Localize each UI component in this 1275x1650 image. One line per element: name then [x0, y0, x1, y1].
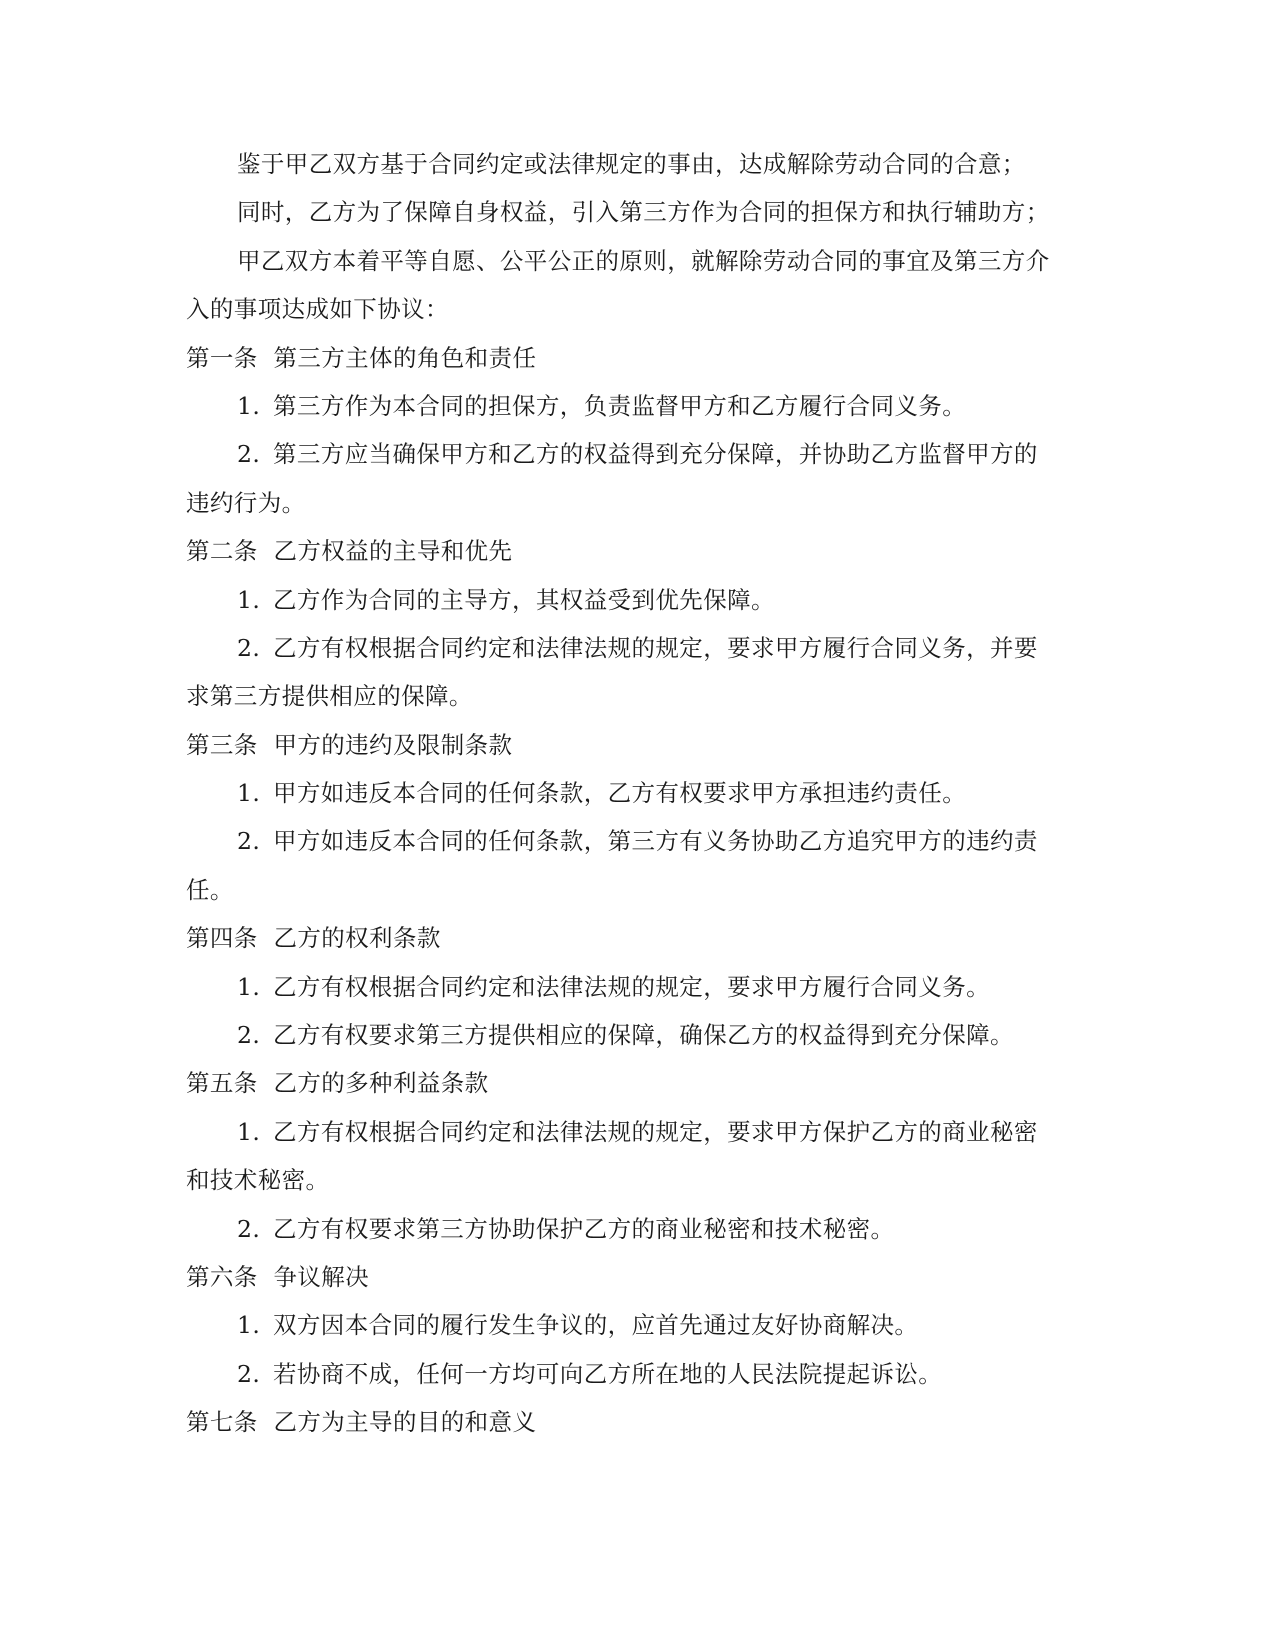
item-number: 1. — [237, 391, 261, 420]
article-heading: 第三条 甲方的违约及限制条款 — [186, 730, 513, 759]
item-text: 乙方有权要求第三方提供相应的保障，确保乙方的权益得到充分保障。 — [273, 1021, 1014, 1050]
item-text: 甲方如违反本合同的任何条款，第三方有义务协助乙方追究甲方的违约责 — [273, 827, 1038, 856]
preamble-line: 甲乙双方本着平等自愿、公平公正的原则，就解除劳动合同的事宜及第三方介 — [237, 246, 1050, 275]
item-text: 双方因本合同的履行发生争议的，应首先通过友好协商解决。 — [273, 1311, 919, 1340]
item-number: 2. — [237, 827, 261, 856]
article-item — [186, 624, 1086, 672]
item-continuation: 违约行为。 — [186, 488, 306, 517]
article-item — [186, 1011, 1086, 1059]
preamble-line: 入的事项达成如下协议： — [186, 295, 449, 324]
item-number: 1. — [237, 1117, 261, 1146]
article-heading: 第二条 乙方权益的主导和优先 — [186, 537, 513, 566]
document-body — [186, 140, 1086, 1447]
item-number: 2. — [237, 633, 261, 662]
article-item — [186, 1350, 1086, 1398]
item-text: 乙方有权根据合同约定和法律法规的规定，要求甲方履行合同义务，并要 — [273, 633, 1038, 662]
preamble-line: 鉴于甲乙双方基于合同约定或法律规定的事由，达成解除劳动合同的合意； — [237, 150, 1026, 178]
item-number: 2. — [237, 1021, 261, 1050]
item-number: 1. — [237, 779, 261, 808]
article-item — [186, 1108, 1086, 1156]
item-number: 2. — [237, 1214, 261, 1243]
item-text: 甲方如违反本合同的任何条款，乙方有权要求甲方承担违约责任。 — [273, 779, 967, 808]
preamble-line: 同时，乙方为了保障自身权益，引入第三方作为合同的担保方和执行辅助方； — [237, 198, 1050, 227]
article-heading: 第六条 争议解决 — [186, 1262, 370, 1291]
item-number: 2. — [237, 440, 261, 469]
article-heading: 第一条 第三方主体的角色和责任 — [186, 343, 537, 372]
article-item — [186, 963, 1086, 1011]
item-number: 1. — [237, 1311, 261, 1340]
article-heading: 第四条 乙方的权利条款 — [186, 924, 441, 953]
item-text: 第三方应当确保甲方和乙方的权益得到充分保障，并协助乙方监督甲方的 — [273, 440, 1038, 469]
item-text: 乙方有权要求第三方协助保护乙方的商业秘密和技术秘密。 — [273, 1214, 895, 1243]
item-continuation: 任。 — [186, 875, 234, 904]
item-number: 1. — [237, 972, 261, 1001]
item-continuation: 和技术秘密。 — [186, 1166, 330, 1195]
item-text: 乙方有权根据合同约定和法律法规的规定，要求甲方保护乙方的商业秘密 — [273, 1117, 1038, 1146]
article-item — [186, 1205, 1086, 1253]
item-text: 若协商不成，任何一方均可向乙方所在地的人民法院提起诉讼。 — [273, 1359, 943, 1388]
item-continuation: 求第三方提供相应的保障。 — [186, 682, 473, 711]
article-heading: 第七条 乙方为主导的目的和意义 — [186, 1408, 537, 1437]
article-heading: 第五条 乙方的多种利益条款 — [186, 1069, 489, 1098]
item-text: 乙方作为合同的主导方，其权益受到优先保障。 — [273, 585, 775, 614]
article-item — [186, 382, 1086, 430]
item-number: 2. — [237, 1359, 261, 1388]
item-text: 乙方有权根据合同约定和法律法规的规定，要求甲方履行合同义务。 — [273, 972, 990, 1001]
article-item — [186, 576, 1086, 624]
item-text: 第三方作为本合同的担保方，负责监督甲方和乙方履行合同义务。 — [273, 391, 967, 420]
article-item — [186, 430, 1086, 478]
item-number: 1. — [237, 585, 261, 614]
article-item — [186, 817, 1086, 865]
article-item — [186, 769, 1086, 817]
article-item — [186, 1301, 1086, 1349]
